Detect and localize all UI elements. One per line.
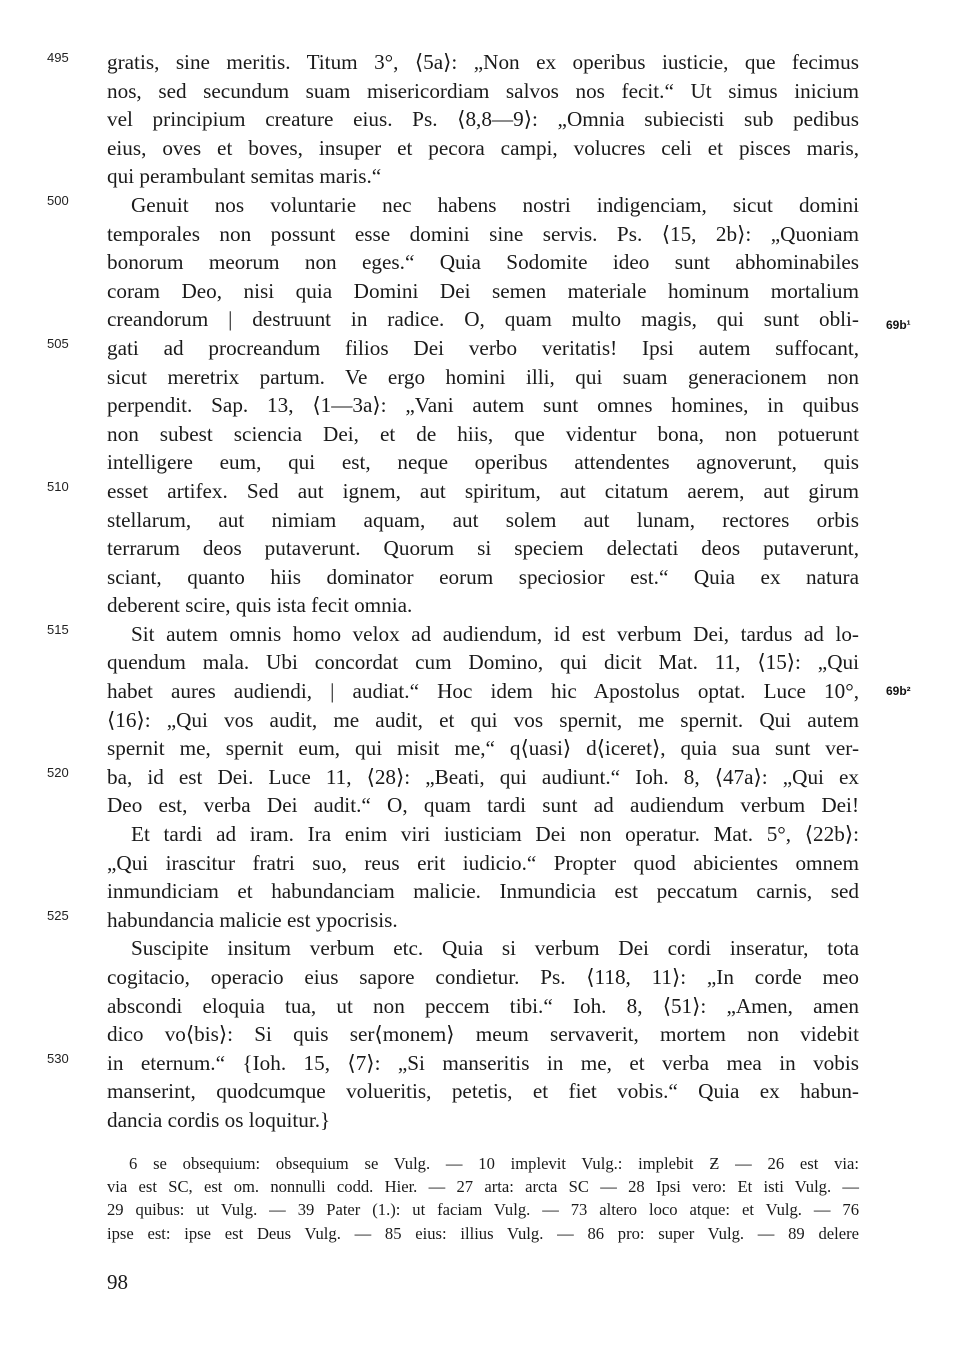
text-line: habundancia malicie est ypocrisis. <box>107 907 398 932</box>
line-number: 500 <box>47 193 69 208</box>
text-line: coram Deo, nisi quia Domini Dei semen materiale hominum mortalium <box>107 278 859 303</box>
text-line: nos, sed secundum suam misericordiam salvos nos fecit.“ Ut simus inicium <box>107 78 859 103</box>
text-line: Genuit nos voluntarie nec habens nostri indigenciam, sicut domini <box>131 192 859 217</box>
text-line: habet aures audiendi, | audiat.“ Hoc idem hic Apostolus optat. Luce 10°, <box>107 679 859 704</box>
text-line: cogitacio, operacio eius sapore condietur. Ps. ⟨118, 11⟩: „In corde meo <box>107 965 859 989</box>
line-number: 520 <box>47 765 69 780</box>
line-number: 495 <box>47 50 69 65</box>
text-line: dancia cordis os loquitur.} <box>107 1107 331 1132</box>
line-number: 525 <box>47 908 69 923</box>
text-line: quendum mala. Ubi concordat cum Domino, qui dicit Mat. 11, ⟨15⟩: „Qui <box>107 650 859 675</box>
text-line: sciant, quanto hiis dominator eorum speciosior est.“ Quia ex natura <box>107 564 859 589</box>
text-line: intelligere eum, qui est, neque operibus attendentes agnoverunt, quis <box>107 450 859 475</box>
text-line: qui perambulant semitas maris.“ <box>107 164 382 189</box>
text-line: non subest sciencia Dei, et de hiis, que videntur bona, non potuerunt <box>107 421 859 446</box>
margin-folio-mark: 69b¹ <box>886 318 911 332</box>
text-line: deberent scire, quis ista fecit omnia. <box>107 593 413 618</box>
line-number: 505 <box>47 336 69 351</box>
text-line: creandorum | destruunt in radice. O, quam multo magis, qui sunt obli- <box>107 307 859 332</box>
text-line: eius, oves et boves, insuper et pecora campi, volucres celi et pisces maris, <box>107 135 859 160</box>
text-line: ⟨16⟩: „Qui vos audit, me audit, et qui vos spernit, me spernit. Qui autem <box>107 707 859 732</box>
apparatus-notes <box>107 1152 859 1245</box>
text-line: manserint, quodcumque volueritis, petetis, et fiet vobis.“ Quia ex habun- <box>107 1079 859 1104</box>
text-line: perpendit. Sap. 13, ⟨1—3a⟩: „Vani autem sunt omnes homines, in quibus <box>107 393 859 418</box>
text-line: Et tardi ad iram. Ira enim viri iusticiam Dei non operatur. Mat. 5°, ⟨22b⟩: <box>131 822 859 847</box>
text-line: gratis, sine meritis. Titum 3°, ⟨5a⟩: „Non ex operibus iusticie, que fecimus <box>107 50 859 74</box>
text-line: abscondi eloquia tua, ut non peccem tibi.“ Ioh. 8, ⟨51⟩: „Amen, amen <box>107 993 859 1018</box>
line-number: 510 <box>47 479 69 494</box>
text-line: inmundiciam et habundanciam malicie. Inmundicia est peccatum carnis, sed <box>107 879 859 904</box>
text-line: in eternum.“ {Ioh. 15, ⟨7⟩: „Si manseritis in me, et verba mea in vobis <box>107 1050 859 1075</box>
text-line: „Qui irascitur fratri suo, reus erit iudicio.“ Propter quod abicientes omnem <box>107 850 859 875</box>
line-number: 515 <box>47 622 69 637</box>
line-number: 530 <box>47 1051 69 1066</box>
text-line: stellarum, aut nimiam aquam, aut solem aut lunam, rectores orbis <box>107 507 859 532</box>
text-line: gati ad procreandum filios Dei verbo veritatis! Ipsi autem suffocant, <box>107 335 859 360</box>
note-line: 6 se obsequium: obsequium se Vulg. — 10 implevit Vulg.: implebit Ƶ — 26 est via: <box>129 1154 859 1173</box>
text-line: sicut meretrix partum. Ve ergo homini illi, qui suam generacionem non <box>107 364 859 389</box>
text-line: Deo est, verba Dei audit.“ O, quam tardi sunt ad audiendum verbum Dei! <box>107 793 859 818</box>
page-number: 98 <box>107 1270 128 1294</box>
text-line: terrarum deos putaverunt. Quorum si speciem delectati deos putaverunt, <box>107 536 859 561</box>
text-line: dico vo⟨bis⟩: Si quis ser⟨monem⟩ meum servaverit, mortem non videbit <box>107 1022 859 1047</box>
note-line: ipse est: ipse est Deus Vulg. — 85 eius: illius Vulg. — 86 pro: super Vulg. — 89 delere <box>107 1223 859 1243</box>
text-line: esset artifex. Sed aut ignem, aut spiritum, aut citatum aerem, aut girum <box>107 478 859 503</box>
note-line: via est SC, est om. nonnulli codd. Hier. — 27 arta: arcta SC — 28 Ipsi vero: Et isti Vulg. — <box>107 1177 859 1197</box>
text-line: Sit autem omnis homo velox ad audiendum, id est verbum Dei, tardus ad lo- <box>131 621 859 646</box>
text-line: temporales non possunt esse domini sine servis. Ps. ⟨15, 2b⟩: „Quoniam <box>107 221 859 246</box>
text-line: vel principium creature eius. Ps. ⟨8,8—9⟩: „Omnia subiecisti sub pedibus <box>107 107 859 132</box>
note-line: 29 quibus: ut Vulg. — 39 Pater (1.): ut faciam Vulg. — 73 altero loco atque: et Vulg. — 76 <box>107 1200 859 1220</box>
main-text <box>107 48 859 1135</box>
margin-folio-mark: 69b² <box>886 684 911 698</box>
text-line: bonorum meorum non eges.“ Quia Sodomite ideo sunt abhominabiles <box>107 250 859 275</box>
text-line: spernit me, spernit eum, qui misit me,“ q⟨uasi⟩ d⟨iceret⟩, quia sua sunt ver- <box>107 736 859 761</box>
text-line: ba, id est Dei. Luce 11, ⟨28⟩: „Beati, qui audiunt.“ Ioh. 8, ⟨47a⟩: „Qui ex <box>107 764 859 789</box>
text-line: Suscipite insitum verbum etc. Quia si verbum Dei cordi inseratur, tota <box>131 936 859 961</box>
